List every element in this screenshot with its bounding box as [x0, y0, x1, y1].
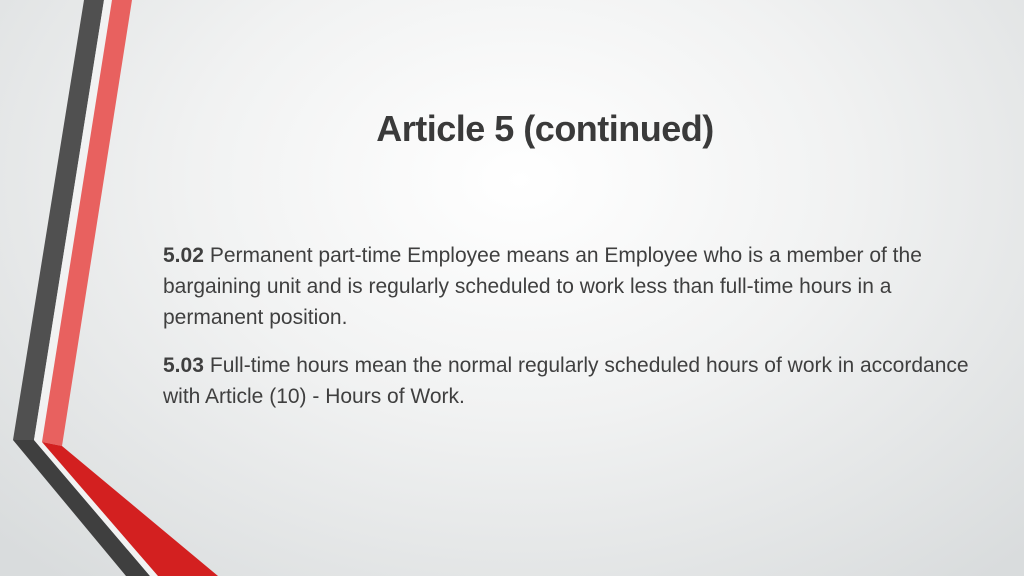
paragraph-number: 5.03 — [163, 354, 204, 377]
light-stripe-lower — [34, 440, 158, 576]
slide-body — [163, 240, 983, 429]
paragraph-5-03 — [163, 350, 983, 412]
paragraph-number: 5.02 — [163, 244, 204, 267]
paragraph-text: Permanent part-time Employee means an Employee who is a member of the bargaining unit and is regularly scheduled to work less than full-time hours in a permanent position. — [163, 244, 922, 329]
paragraph-5-02 — [163, 240, 983, 333]
paragraph-text: Full-time hours mean the normal regularly scheduled hours of work in accordance with Article (10) - Hours of Work. — [163, 354, 969, 408]
slide-title: Article 5 (continued) — [376, 108, 714, 149]
